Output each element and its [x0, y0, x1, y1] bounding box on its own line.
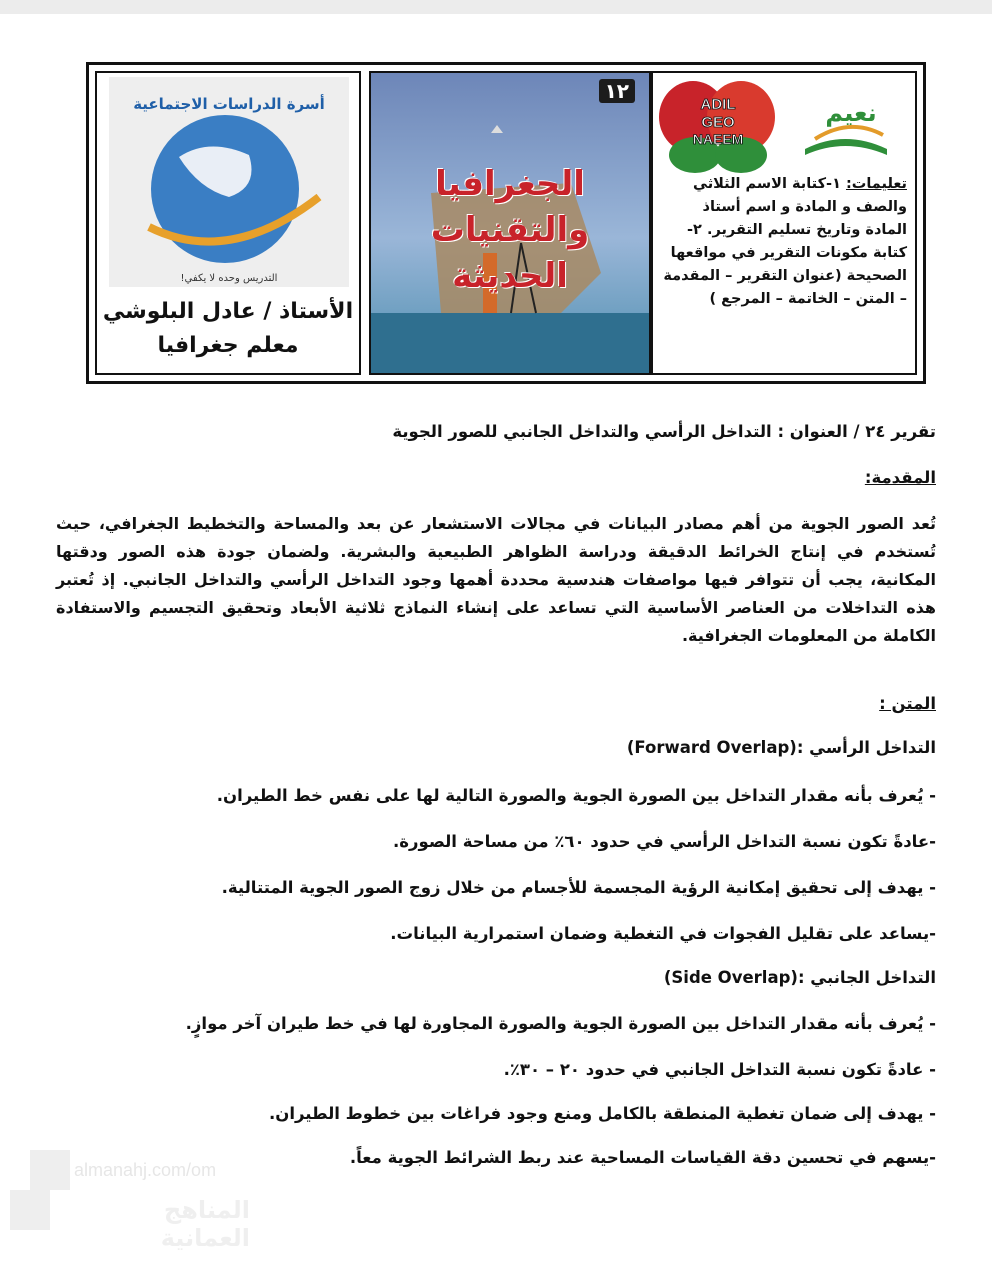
instructions	[663, 173, 907, 311]
intro-paragraph: تُعد الصور الجوية من أهم مصادر البيانات في مجالات الاستشعار عن بعد والمساحة والتخطيط الجغرافي، حيث تُستخدم في إنتاج الخرائط الدقيقة ودراسة الظواهر الطبيعية والبشرية. ولضمان جودة هذه الصور ودقتها المكانية، يجب أن تتوافر فيها مواصفات هندسية محددة أهمها وجود التداخل الرأسي والتداخل الجانبي. إذ تُعتبر هذه التداخلات من العناصر الأساسية التي تساعد على إنشاء النماذج ثلاثية الأبعاد وتحقيق التجسيم والاستفادة الكاملة من المعلومات الجغرافية.	[56, 514, 936, 645]
intro-heading: المقدمة:	[864, 468, 936, 487]
logo-text-geo: GEO	[701, 114, 735, 131]
cover-title-line-1: الجغرافيا	[435, 164, 585, 204]
globe-slogan: التدريس وحده لا يكفي!	[180, 273, 278, 284]
teacher-panel	[95, 71, 361, 375]
cover-title	[371, 161, 649, 299]
side-point: - عادةً تكون نسبة التداخل الجانبي في حدود ٢٠ – ٣٠٪.	[503, 1060, 936, 1079]
book-icon	[805, 139, 887, 155]
side-point: - يُعرف بأنه مقدار التداخل بين الصورة الجوية والصورة المجاورة لها في خط طيران آخر موازٍ.	[185, 1014, 936, 1033]
body-heading: المتن :	[879, 694, 936, 713]
book-cover-panel	[369, 71, 651, 375]
side-heading-en: (Side Overlap):	[663, 968, 805, 987]
forward-point: -عادةً تكون نسبة التداخل الرأسي في حدود ٦٠٪ من مساحة الصورة.	[392, 832, 936, 851]
instructions-label: تعليمات:	[845, 176, 907, 192]
side-overlap-heading	[664, 968, 936, 987]
cover-title-line-3: الحديثة	[452, 256, 568, 296]
instructions-text: ١-كتابة الاسم الثلاثي والصف و المادة و اسم أستاذ المادة وتاريخ تسليم التقرير. ٢-كتابة مكونات التقرير في مواقعها الصحيحة (عنوان التقرير – المقدمة – المتن – الخاتمة – المرجع )	[663, 176, 907, 307]
forward-point: - يُعرف بأنه مقدار التداخل بين الصورة الجوية والصورة التالية لها على نفس خط الطيران.	[216, 786, 936, 805]
cover-title-line-2: والتقنيات	[430, 210, 590, 250]
teacher-name: الأستاذ / عادل البلوشي	[102, 299, 354, 324]
report-title: تقرير ٢٤ / العنوان : التداخل الرأسي والتداخل الجانبي للصور الجوية	[392, 422, 936, 441]
adil-geo-naeem-logo	[655, 77, 911, 175]
globe-title: أسرة الدراسات الاجتماعية	[133, 95, 325, 113]
watermark	[10, 1150, 250, 1252]
teacher-info	[97, 295, 359, 363]
side-point: - يهدف إلى ضمان تغطية المنطقة بالكامل ومنع وجود فراغات بين خطوط الطيران.	[268, 1104, 936, 1123]
naeem-logo-text: نعيم	[825, 99, 877, 127]
top-strip	[0, 0, 992, 14]
forward-overlap-heading	[627, 738, 936, 757]
teacher-role: معلم جغرافيا	[157, 333, 299, 358]
side-heading-ar: التداخل الجانبي	[810, 968, 936, 987]
forward-point: - يهدف إلى تحقيق إمكانية الرؤية المجسمة للأجسام من خلال زوج الصور الجوية المتتالية.	[221, 878, 936, 897]
forward-heading-en: (Forward Overlap):	[626, 738, 804, 757]
forward-heading-ar: التداخل الرأسي	[809, 738, 936, 757]
cover-number: ١٢	[599, 79, 635, 103]
instructions-panel	[651, 71, 917, 375]
watermark-logo-icon	[10, 1150, 70, 1230]
forward-point: -يساعد على تقليل الفجوات في التغطية وضمان استمرارية البيانات.	[390, 924, 936, 943]
logo-text-naeem: NAEEM	[692, 131, 744, 147]
logo-text-adil: ADIL	[700, 96, 736, 113]
side-point: -يسهم في تحسين دقة القياسات المساحية عند ربط الشرائط الجوية معاً.	[349, 1148, 936, 1167]
watermark-name: المناهج العمانية	[160, 1196, 250, 1252]
globe-logo	[109, 77, 349, 287]
watermark-url: almanahj.com/om	[74, 1160, 217, 1180]
logos	[657, 77, 911, 175]
header-frame	[86, 62, 926, 384]
